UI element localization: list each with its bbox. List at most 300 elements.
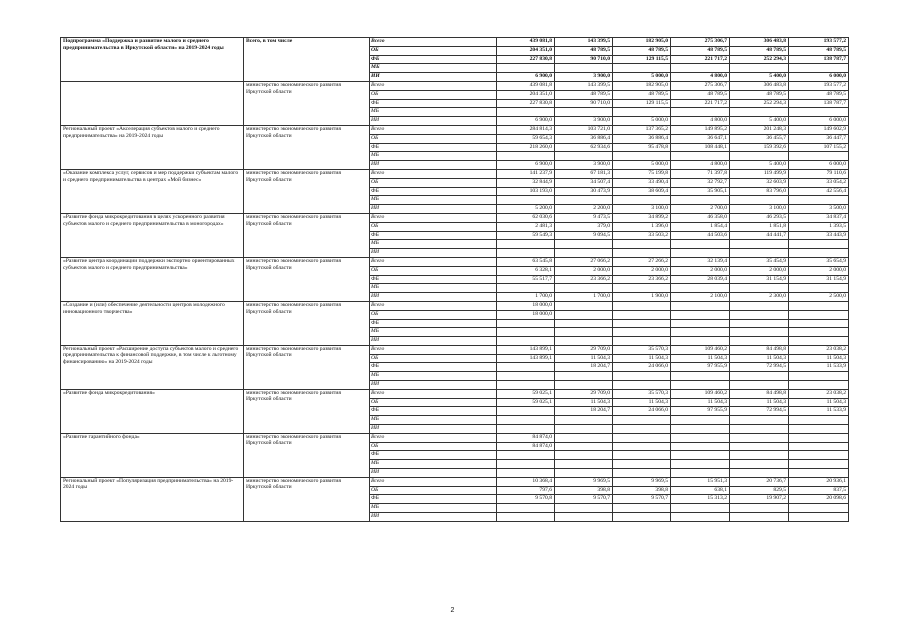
amount-cell: 2 000,0 — [613, 266, 671, 275]
amount-cell — [497, 196, 555, 205]
amount-cell: 2 500,0 — [789, 293, 849, 302]
amount-cell: 109 460,2 — [671, 389, 730, 398]
amount-cell: 18 204,7 — [555, 363, 613, 372]
amount-cell — [555, 310, 613, 319]
amount-cell: 306 483,8 — [730, 81, 789, 90]
amount-cell — [730, 152, 789, 161]
amount-cell — [671, 425, 730, 434]
amount-cell: 29 709,0 — [555, 345, 613, 354]
amount-cell: 32 844,9 — [497, 178, 555, 187]
amount-cell — [789, 249, 849, 258]
funding-source-cell: ФБ — [370, 187, 497, 196]
amount-cell: 138 787,7 — [789, 99, 849, 108]
amount-cell — [789, 284, 849, 293]
amount-cell: 218 260,0 — [497, 143, 555, 152]
amount-cell: 48 789,5 — [671, 90, 730, 99]
amount-cell: 55 517,7 — [497, 275, 555, 284]
amount-cell — [789, 469, 849, 478]
amount-cell: 182 905,0 — [613, 38, 671, 47]
amount-cell: 35 570,3 — [613, 345, 671, 354]
amount-cell: 44 441,7 — [730, 231, 789, 240]
funding-source-cell: Всего — [370, 213, 497, 222]
funding-table — [60, 37, 849, 522]
amount-cell — [730, 372, 789, 381]
amount-cell: 20 098,6 — [789, 495, 849, 504]
amount-cell — [789, 381, 849, 390]
amount-cell: 3 500,0 — [789, 205, 849, 214]
amount-cell: 35 654,9 — [789, 257, 849, 266]
amount-cell — [613, 504, 671, 513]
amount-cell — [730, 337, 789, 346]
amount-cell: 32 139,4 — [671, 257, 730, 266]
amount-cell: 3 100,0 — [730, 205, 789, 214]
amount-cell: 6 900,0 — [497, 117, 555, 126]
amount-cell: 48 789,5 — [789, 46, 849, 55]
amount-cell: 227 830,8 — [497, 55, 555, 64]
amount-cell: 275 306,7 — [671, 38, 730, 47]
funding-source-cell: ОБ — [370, 178, 497, 187]
amount-cell — [497, 249, 555, 258]
funding-source-cell: Всего — [370, 389, 497, 398]
amount-cell — [497, 328, 555, 337]
amount-cell: 79 110,6 — [789, 169, 849, 178]
amount-cell: 31 154,9 — [730, 275, 789, 284]
amount-cell: 837,5 — [789, 486, 849, 495]
amount-cell — [497, 240, 555, 249]
amount-cell: 36 886,4 — [555, 134, 613, 143]
amount-cell — [789, 460, 849, 469]
amount-cell: 28 039,4 — [671, 275, 730, 284]
amount-cell: 9 570,8 — [497, 495, 555, 504]
amount-cell: 5 400,0 — [730, 117, 789, 126]
amount-cell: 11 533,9 — [789, 363, 849, 372]
amount-cell: 107 155,2 — [789, 143, 849, 152]
amount-cell — [671, 301, 730, 310]
funding-source-cell: МБ — [370, 372, 497, 381]
amount-cell — [730, 301, 789, 310]
amount-cell: 27 266,2 — [613, 257, 671, 266]
amount-cell: 33 503,2 — [613, 231, 671, 240]
amount-cell: 119 499,9 — [730, 169, 789, 178]
amount-cell — [555, 301, 613, 310]
amount-cell — [789, 425, 849, 434]
amount-cell: 84 874,0 — [497, 442, 555, 451]
amount-cell — [730, 319, 789, 328]
funding-source-cell: МБ — [370, 416, 497, 425]
amount-cell: 95 478,8 — [613, 143, 671, 152]
executor-cell: министерство экономического развития Иркутской области — [244, 169, 370, 213]
amount-cell — [555, 504, 613, 513]
amount-cell: 23 366,2 — [613, 275, 671, 284]
funding-source-cell: ФБ — [370, 319, 497, 328]
amount-cell — [613, 513, 671, 522]
amount-cell — [497, 284, 555, 293]
amount-cell: 9 570,7 — [555, 495, 613, 504]
funding-source-cell: ФБ — [370, 451, 497, 460]
amount-cell — [613, 416, 671, 425]
amount-cell: 2 000,0 — [789, 266, 849, 275]
amount-cell: 143 399,5 — [555, 38, 613, 47]
amount-cell: 182 905,0 — [613, 81, 671, 90]
amount-cell: 2 000,0 — [555, 266, 613, 275]
amount-cell: 1 393,5 — [789, 222, 849, 231]
funding-source-cell: МБ — [370, 152, 497, 161]
amount-cell — [671, 310, 730, 319]
amount-cell: 11 533,9 — [789, 407, 849, 416]
amount-cell: 27 066,2 — [555, 257, 613, 266]
amount-cell — [789, 513, 849, 522]
amount-cell: 11 504,3 — [613, 354, 671, 363]
amount-cell — [613, 319, 671, 328]
amount-cell — [497, 337, 555, 346]
amount-cell: 11 504,3 — [671, 354, 730, 363]
amount-cell: 34 837,4 — [789, 213, 849, 222]
amount-cell — [613, 301, 671, 310]
amount-cell: 35 905,1 — [671, 187, 730, 196]
funding-source-cell: ФБ — [370, 231, 497, 240]
amount-cell: 5 400,0 — [730, 161, 789, 170]
amount-cell: 204 351,0 — [497, 90, 555, 99]
amount-cell: 36 647,1 — [671, 134, 730, 143]
amount-cell: 149 895,2 — [671, 125, 730, 134]
amount-cell — [613, 469, 671, 478]
amount-cell: 9 969,5 — [613, 477, 671, 486]
funding-source-cell: ФБ — [370, 495, 497, 504]
funding-source-cell: ФБ — [370, 275, 497, 284]
amount-cell: 829,5 — [730, 486, 789, 495]
executor-cell: министерство экономического развития Иркутской области — [244, 433, 370, 477]
amount-cell: 1 851,8 — [730, 222, 789, 231]
program-name-cell: Региональный проект «Акселерация субъектов малого и среднего предпринимательства» на 2019-2024 годы — [61, 125, 244, 169]
amount-cell — [613, 337, 671, 346]
funding-source-cell: ОБ — [370, 134, 497, 143]
amount-cell: 36 886,4 — [613, 134, 671, 143]
amount-cell — [789, 504, 849, 513]
amount-cell: 221 717,2 — [671, 55, 730, 64]
funding-source-cell: МБ — [370, 108, 497, 117]
amount-cell — [671, 469, 730, 478]
amount-cell: 1 700,0 — [555, 293, 613, 302]
amount-cell — [613, 240, 671, 249]
amount-cell: 143 899,1 — [497, 354, 555, 363]
amount-cell — [789, 442, 849, 451]
executor-cell: министерство экономического развития Иркутской области — [244, 345, 370, 389]
amount-cell — [671, 433, 730, 442]
table-body — [61, 38, 849, 522]
funding-source-cell: Всего — [370, 81, 497, 90]
amount-cell: 6 328,1 — [497, 266, 555, 275]
amount-cell: 379,0 — [555, 222, 613, 231]
program-name-cell: «Развитие гарантийного фонда» — [61, 433, 244, 477]
amount-cell — [789, 152, 849, 161]
amount-cell — [671, 196, 730, 205]
amount-cell — [613, 381, 671, 390]
amount-cell: 103 193,0 — [497, 187, 555, 196]
amount-cell — [730, 108, 789, 117]
amount-cell: 36 455,7 — [730, 134, 789, 143]
amount-cell: 59 654,3 — [497, 134, 555, 143]
amount-cell: 20 736,7 — [730, 477, 789, 486]
amount-cell — [613, 108, 671, 117]
amount-cell: 46 293,5 — [730, 213, 789, 222]
amount-cell: 143 399,5 — [555, 81, 613, 90]
amount-cell: 6 900,0 — [497, 161, 555, 170]
amount-cell — [789, 301, 849, 310]
amount-cell: 149 602,9 — [789, 125, 849, 134]
amount-cell — [789, 108, 849, 117]
table-row — [61, 169, 849, 178]
amount-cell: 11 504,3 — [555, 354, 613, 363]
funding-source-cell: ФБ — [370, 99, 497, 108]
amount-cell — [555, 64, 613, 73]
amount-cell: 33 490,4 — [613, 178, 671, 187]
amount-cell: 221 717,2 — [671, 99, 730, 108]
amount-cell — [789, 240, 849, 249]
amount-cell — [730, 469, 789, 478]
program-name-cell: «Оказание комплекса услуг, сервисов и мер поддержки субъектам малого и среднего предпринимательства в центрах «Мой бизнес» — [61, 169, 244, 213]
amount-cell: 62 030,6 — [497, 213, 555, 222]
amount-cell: 797,6 — [497, 486, 555, 495]
amount-cell: 48 789,5 — [613, 90, 671, 99]
amount-cell: 34 507,4 — [555, 178, 613, 187]
amount-cell: 2 000,0 — [730, 266, 789, 275]
table-row — [61, 213, 849, 222]
amount-cell: 15 951,3 — [671, 477, 730, 486]
amount-cell: 108 448,1 — [671, 143, 730, 152]
funding-source-cell: ОБ — [370, 310, 497, 319]
program-name-cell: «Развитие центра координации поддержки экспортно ориентированных субъектов малого и среднего предпринимательства» — [61, 257, 244, 301]
amount-cell — [671, 460, 730, 469]
funding-source-cell: ФБ — [370, 55, 497, 64]
amount-cell — [497, 372, 555, 381]
amount-cell: 9 570,7 — [613, 495, 671, 504]
amount-cell — [497, 381, 555, 390]
amount-cell — [671, 451, 730, 460]
amount-cell: 9 969,5 — [555, 477, 613, 486]
executor-cell: Всего, в том числе — [244, 38, 370, 82]
page-number: 2 — [450, 607, 455, 614]
funding-source-cell: ИИ — [370, 249, 497, 258]
funding-source-cell: ИИ — [370, 73, 497, 82]
amount-cell: 4 800,0 — [671, 73, 730, 82]
amount-cell — [730, 381, 789, 390]
funding-source-cell: ИИ — [370, 425, 497, 434]
amount-cell — [730, 504, 789, 513]
amount-cell: 275 306,7 — [671, 81, 730, 90]
amount-cell — [555, 442, 613, 451]
amount-cell — [497, 64, 555, 73]
amount-cell: 33 443,9 — [789, 231, 849, 240]
amount-cell: 62 934,6 — [555, 143, 613, 152]
amount-cell: 6 000,0 — [789, 117, 849, 126]
amount-cell — [613, 433, 671, 442]
amount-cell: 11 504,3 — [730, 398, 789, 407]
funding-source-cell: ФБ — [370, 363, 497, 372]
amount-cell: 4 800,0 — [671, 161, 730, 170]
amount-cell — [497, 319, 555, 328]
amount-cell: 63 545,8 — [497, 257, 555, 266]
amount-cell — [555, 152, 613, 161]
amount-cell: 24 066,0 — [613, 363, 671, 372]
amount-cell — [789, 372, 849, 381]
table-row — [61, 389, 849, 398]
amount-cell: 59 025,1 — [497, 398, 555, 407]
amount-cell: 35 454,9 — [730, 257, 789, 266]
amount-cell: 38 609,4 — [613, 187, 671, 196]
amount-cell: 48 789,5 — [671, 46, 730, 55]
amount-cell — [613, 196, 671, 205]
amount-cell: 46 358,0 — [671, 213, 730, 222]
amount-cell — [730, 64, 789, 73]
amount-cell — [789, 451, 849, 460]
amount-cell — [497, 416, 555, 425]
funding-source-cell: ФБ — [370, 407, 497, 416]
amount-cell: 48 789,5 — [555, 90, 613, 99]
amount-cell — [555, 108, 613, 117]
funding-source-cell: МБ — [370, 64, 497, 73]
amount-cell — [555, 240, 613, 249]
amount-cell — [555, 196, 613, 205]
amount-cell: 227 830,8 — [497, 99, 555, 108]
amount-cell: 5 200,0 — [497, 205, 555, 214]
amount-cell — [671, 319, 730, 328]
funding-source-cell: ИИ — [370, 381, 497, 390]
funding-source-cell: МБ — [370, 240, 497, 249]
amount-cell: 143 899,1 — [497, 345, 555, 354]
amount-cell: 6 900,0 — [497, 73, 555, 82]
amount-cell — [730, 451, 789, 460]
funding-source-cell: Всего — [370, 257, 497, 266]
amount-cell — [555, 451, 613, 460]
amount-cell: 97 955,9 — [671, 363, 730, 372]
amount-cell: 19 907,2 — [730, 495, 789, 504]
amount-cell — [555, 460, 613, 469]
amount-cell — [497, 504, 555, 513]
table-row — [61, 433, 849, 442]
amount-cell: 29 709,0 — [555, 389, 613, 398]
funding-source-cell: Всего — [370, 477, 497, 486]
amount-cell: 15 313,2 — [671, 495, 730, 504]
amount-cell — [671, 416, 730, 425]
amount-cell — [613, 328, 671, 337]
amount-cell: 306 483,8 — [730, 38, 789, 47]
funding-source-cell: ИИ — [370, 117, 497, 126]
amount-cell: 439 081,8 — [497, 81, 555, 90]
program-name-cell: «Развитие фонда микрокредитования» — [61, 389, 244, 433]
amount-cell — [730, 240, 789, 249]
amount-cell: 84 498,8 — [730, 345, 789, 354]
amount-cell — [671, 249, 730, 258]
amount-cell — [613, 425, 671, 434]
amount-cell — [555, 381, 613, 390]
funding-source-cell: Всего — [370, 433, 497, 442]
amount-cell: 103 721,0 — [555, 125, 613, 134]
funding-source-cell: Всего — [370, 125, 497, 134]
amount-cell — [613, 249, 671, 258]
funding-source-cell: МБ — [370, 284, 497, 293]
amount-cell — [671, 152, 730, 161]
amount-cell — [555, 513, 613, 522]
amount-cell — [671, 64, 730, 73]
amount-cell: 72 994,5 — [730, 363, 789, 372]
amount-cell: 129 115,5 — [613, 99, 671, 108]
amount-cell: 2 000,0 — [671, 266, 730, 275]
amount-cell: 5 400,0 — [730, 73, 789, 82]
amount-cell — [497, 513, 555, 522]
funding-source-cell: ИИ — [370, 205, 497, 214]
amount-cell: 84 498,8 — [730, 389, 789, 398]
amount-cell — [671, 513, 730, 522]
amount-cell — [730, 196, 789, 205]
amount-cell — [671, 240, 730, 249]
table-row — [61, 477, 849, 486]
amount-cell: 284 814,3 — [497, 125, 555, 134]
amount-cell — [555, 319, 613, 328]
amount-cell: 48 789,5 — [730, 46, 789, 55]
funding-source-cell: Всего — [370, 345, 497, 354]
executor-cell: министерство экономического развития Иркутской области — [244, 477, 370, 521]
amount-cell — [555, 328, 613, 337]
amount-cell — [730, 416, 789, 425]
funding-source-cell: МБ — [370, 460, 497, 469]
amount-cell — [555, 425, 613, 434]
amount-cell: 44 503,6 — [671, 231, 730, 240]
amount-cell — [497, 425, 555, 434]
amount-cell: 90 710,0 — [555, 55, 613, 64]
executor-cell: министерство экономического развития Иркутской области — [244, 389, 370, 433]
amount-cell: 2 100,0 — [671, 293, 730, 302]
amount-cell: 30 473,9 — [555, 187, 613, 196]
funding-source-cell: ОБ — [370, 486, 497, 495]
amount-cell: 32 603,9 — [730, 178, 789, 187]
amount-cell: 11 504,3 — [789, 354, 849, 363]
amount-cell — [789, 416, 849, 425]
program-name-cell: Региональный проект «Расширение доступа субъектов малого и среднего предпринимательства к финансовой поддержке, в том числе к льготному финансированию» на 2019-2024 годы — [61, 345, 244, 389]
funding-source-cell: ИИ — [370, 513, 497, 522]
amount-cell — [555, 249, 613, 258]
amount-cell: 23 038,2 — [789, 389, 849, 398]
funding-source-cell: ИИ — [370, 161, 497, 170]
amount-cell: 31 154,9 — [789, 275, 849, 284]
amount-cell — [789, 319, 849, 328]
amount-cell — [613, 152, 671, 161]
amount-cell: 9 473,5 — [555, 213, 613, 222]
funding-source-cell: ОБ — [370, 354, 497, 363]
amount-cell: 23 038,2 — [789, 345, 849, 354]
amount-cell: 193 577,2 — [789, 38, 849, 47]
amount-cell: 33 054,2 — [789, 178, 849, 187]
table-row — [61, 301, 849, 310]
amount-cell: 6 000,0 — [789, 73, 849, 82]
amount-cell: 137 365,2 — [613, 125, 671, 134]
amount-cell — [555, 416, 613, 425]
amount-cell: 159 392,6 — [730, 143, 789, 152]
amount-cell — [789, 328, 849, 337]
program-name-cell: «Развитие фонда микрокредитования в целях ускоренного развития субъектов малого и среднего предпринимательства в моногородах» — [61, 213, 244, 257]
amount-cell — [497, 363, 555, 372]
amount-cell: 141 237,9 — [497, 169, 555, 178]
amount-cell: 11 504,3 — [730, 354, 789, 363]
amount-cell: 138 787,7 — [789, 55, 849, 64]
amount-cell — [613, 310, 671, 319]
amount-cell: 1 900,0 — [613, 293, 671, 302]
amount-cell — [671, 442, 730, 451]
amount-cell: 67 181,3 — [555, 169, 613, 178]
funding-source-cell: ОБ — [370, 442, 497, 451]
amount-cell: 97 955,9 — [671, 407, 730, 416]
amount-cell — [671, 328, 730, 337]
amount-cell — [497, 460, 555, 469]
